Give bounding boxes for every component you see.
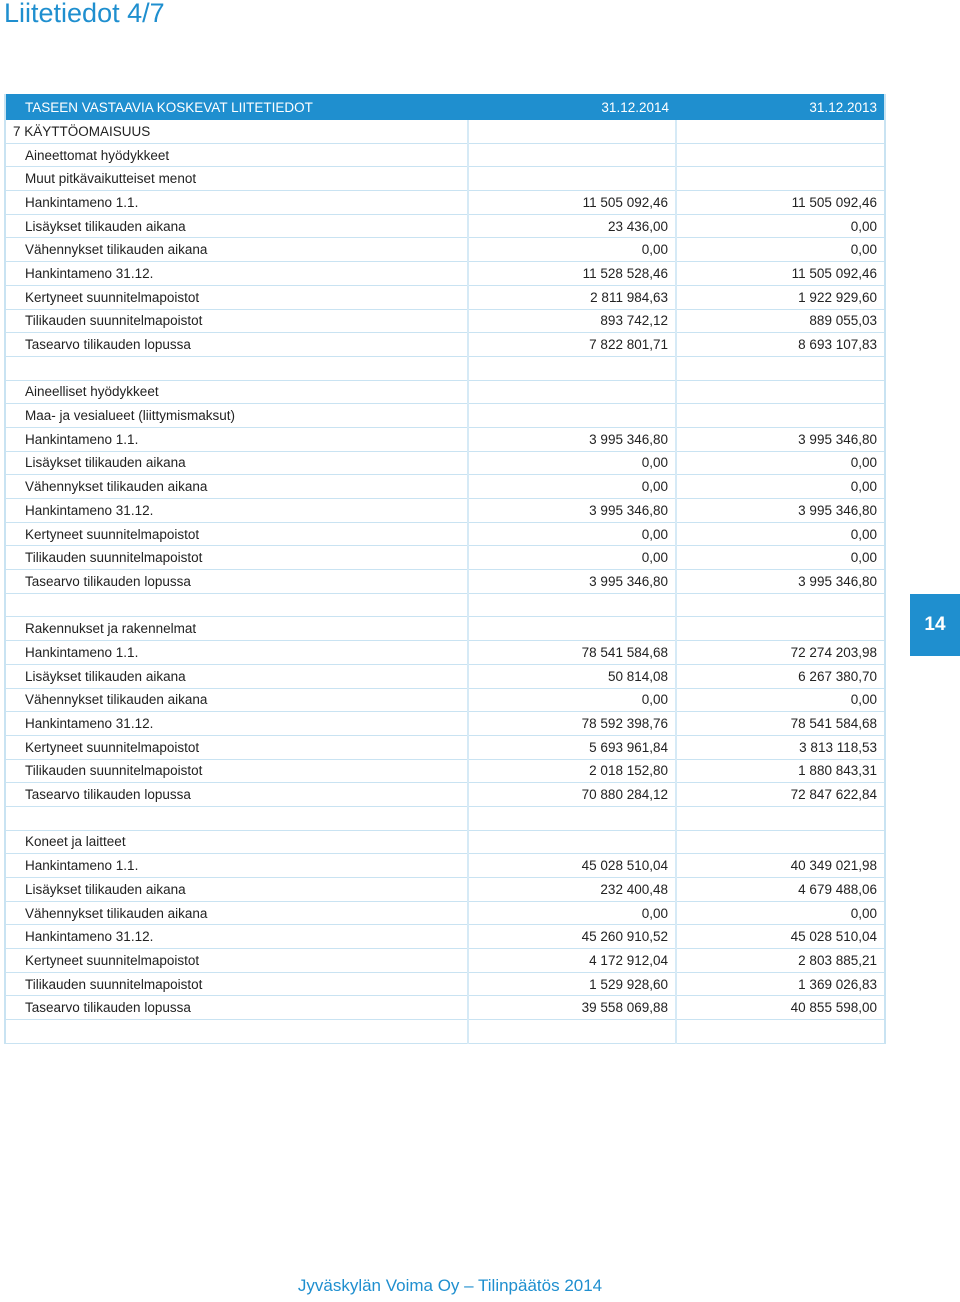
row-label: Aineettomat hyödykkeet <box>6 143 468 167</box>
row-value-2014: 3 995 346,80 <box>468 570 676 594</box>
row-value-2013: 11 505 092,46 <box>676 191 884 215</box>
table-row <box>6 593 884 617</box>
table-row <box>6 664 884 688</box>
table-row <box>6 806 884 830</box>
row-value-2014: 78 592 398,76 <box>468 712 676 736</box>
table-row <box>6 380 884 404</box>
row-value-2013: 40 349 021,98 <box>676 854 884 878</box>
row-label: Hankintameno 1.1. <box>6 191 468 215</box>
row-value-2014: 45 028 510,04 <box>468 854 676 878</box>
row-label: Tilikauden suunnitelmapoistot <box>6 309 468 333</box>
row-label: Hankintameno 31.12. <box>6 925 468 949</box>
row-value-2014: 1 529 928,60 <box>468 972 676 996</box>
header-year-2013: 31.12.2013 <box>676 94 884 120</box>
row-label: Vähennykset tilikauden aikana <box>6 475 468 499</box>
table-row <box>6 878 884 902</box>
page-footer: Jyväskylän Voima Oy – Tilinpäätös 2014 <box>297 1276 603 1295</box>
row-label: Hankintameno 31.12. <box>6 499 468 523</box>
row-label: Kertyneet suunnitelmapoistot <box>6 522 468 546</box>
row-label: Hankintameno 1.1. <box>6 854 468 878</box>
table-row <box>6 499 884 523</box>
row-label <box>6 356 468 380</box>
row-label: Hankintameno 1.1. <box>6 427 468 451</box>
row-label: Hankintameno 1.1. <box>6 641 468 665</box>
row-value-2013 <box>676 593 884 617</box>
row-value-2013: 889 055,03 <box>676 309 884 333</box>
table-row <box>6 570 884 594</box>
row-value-2014: 23 436,00 <box>468 214 676 238</box>
row-label: Tasearvo tilikauden lopussa <box>6 783 468 807</box>
table-row <box>6 404 884 428</box>
table-row <box>6 617 884 641</box>
row-label: Vähennykset tilikauden aikana <box>6 901 468 925</box>
row-label: Tilikauden suunnitelmapoistot <box>6 972 468 996</box>
table-header-row <box>6 94 884 120</box>
row-value-2013: 3 995 346,80 <box>676 499 884 523</box>
row-value-2014: 78 541 584,68 <box>468 641 676 665</box>
row-value-2014 <box>468 380 676 404</box>
row-value-2014: 3 995 346,80 <box>468 427 676 451</box>
row-value-2014: 50 814,08 <box>468 664 676 688</box>
row-label: Aineelliset hyödykkeet <box>6 380 468 404</box>
table-row <box>6 783 884 807</box>
row-value-2014: 232 400,48 <box>468 878 676 902</box>
table-row <box>6 333 884 357</box>
table-row <box>6 1020 884 1044</box>
row-value-2013: 0,00 <box>676 475 884 499</box>
row-label: Muut pitkävaikutteiset menot <box>6 167 468 191</box>
row-value-2014: 5 693 961,84 <box>468 735 676 759</box>
table-row <box>6 475 884 499</box>
table-row <box>6 309 884 333</box>
row-value-2014: 11 528 528,46 <box>468 262 676 286</box>
row-value-2014: 3 995 346,80 <box>468 499 676 523</box>
table-row <box>6 641 884 665</box>
row-value-2013: 78 541 584,68 <box>676 712 884 736</box>
row-value-2014 <box>468 617 676 641</box>
row-value-2013 <box>676 167 884 191</box>
row-value-2013 <box>676 806 884 830</box>
row-label: 7 KÄYTTÖOMAISUUS <box>6 120 468 143</box>
header-label: TASEEN VASTAAVIA KOSKEVAT LIITETIEDOT <box>6 94 468 120</box>
row-label <box>6 1020 468 1044</box>
row-value-2013 <box>676 143 884 167</box>
row-value-2013: 40 855 598,00 <box>676 996 884 1020</box>
row-label: Kertyneet suunnitelmapoistot <box>6 949 468 973</box>
notes-table-container <box>4 94 886 1044</box>
row-value-2013: 4 679 488,06 <box>676 878 884 902</box>
row-value-2013 <box>676 830 884 854</box>
row-label: Lisäykset tilikauden aikana <box>6 664 468 688</box>
row-value-2014 <box>468 167 676 191</box>
row-value-2014: 4 172 912,04 <box>468 949 676 973</box>
row-value-2013 <box>676 380 884 404</box>
row-value-2013: 0,00 <box>676 238 884 262</box>
table-row <box>6 191 884 215</box>
row-value-2014 <box>468 404 676 428</box>
table-row <box>6 949 884 973</box>
row-value-2013: 11 505 092,46 <box>676 262 884 286</box>
row-label: Tilikauden suunnitelmapoistot <box>6 546 468 570</box>
row-label: Hankintameno 31.12. <box>6 712 468 736</box>
row-value-2014: 0,00 <box>468 901 676 925</box>
row-value-2014: 7 822 801,71 <box>468 333 676 357</box>
row-label: Tilikauden suunnitelmapoistot <box>6 759 468 783</box>
row-value-2013 <box>676 356 884 380</box>
row-value-2013: 3 995 346,80 <box>676 427 884 451</box>
row-label: Tasearvo tilikauden lopussa <box>6 996 468 1020</box>
row-label: Tasearvo tilikauden lopussa <box>6 570 468 594</box>
row-label: Vähennykset tilikauden aikana <box>6 688 468 712</box>
row-value-2014 <box>468 830 676 854</box>
row-value-2014: 0,00 <box>468 238 676 262</box>
row-value-2013: 72 274 203,98 <box>676 641 884 665</box>
table-row <box>6 925 884 949</box>
notes-table <box>6 94 884 1044</box>
table-row <box>6 688 884 712</box>
table-row <box>6 356 884 380</box>
row-value-2013 <box>676 617 884 641</box>
row-value-2013: 72 847 622,84 <box>676 783 884 807</box>
row-value-2014: 0,00 <box>468 475 676 499</box>
table-row <box>6 901 884 925</box>
table-row <box>6 972 884 996</box>
row-value-2013: 2 803 885,21 <box>676 949 884 973</box>
table-row <box>6 522 884 546</box>
row-value-2013: 45 028 510,04 <box>676 925 884 949</box>
row-label: Kertyneet suunnitelmapoistot <box>6 285 468 309</box>
row-value-2014 <box>468 593 676 617</box>
table-row <box>6 546 884 570</box>
row-value-2014: 2 018 152,80 <box>468 759 676 783</box>
page-title: Liitetiedot 4/7 <box>4 0 165 28</box>
row-value-2013 <box>676 120 884 143</box>
row-value-2014: 0,00 <box>468 451 676 475</box>
page-number-badge: 14 <box>910 594 960 656</box>
row-label: Lisäykset tilikauden aikana <box>6 878 468 902</box>
table-row <box>6 143 884 167</box>
row-value-2013: 0,00 <box>676 901 884 925</box>
table-row <box>6 854 884 878</box>
row-value-2013: 1 880 843,31 <box>676 759 884 783</box>
row-value-2013: 3 813 118,53 <box>676 735 884 759</box>
table-row <box>6 120 884 143</box>
row-value-2014: 2 811 984,63 <box>468 285 676 309</box>
row-value-2013: 0,00 <box>676 546 884 570</box>
row-label: Kertyneet suunnitelmapoistot <box>6 735 468 759</box>
row-label: Vähennykset tilikauden aikana <box>6 238 468 262</box>
row-value-2013 <box>676 1020 884 1044</box>
table-row <box>6 285 884 309</box>
row-value-2013: 8 693 107,83 <box>676 333 884 357</box>
row-value-2014 <box>468 1020 676 1044</box>
row-value-2014 <box>468 356 676 380</box>
table-row <box>6 167 884 191</box>
row-value-2013: 0,00 <box>676 214 884 238</box>
row-value-2014: 39 558 069,88 <box>468 996 676 1020</box>
table-row <box>6 830 884 854</box>
table-row <box>6 759 884 783</box>
row-label: Koneet ja laitteet <box>6 830 468 854</box>
row-value-2014 <box>468 120 676 143</box>
table-row <box>6 996 884 1020</box>
row-label: Maa- ja vesialueet (liittymismaksut) <box>6 404 468 428</box>
row-label: Lisäykset tilikauden aikana <box>6 214 468 238</box>
table-row <box>6 214 884 238</box>
table-row <box>6 712 884 736</box>
row-value-2013: 6 267 380,70 <box>676 664 884 688</box>
row-value-2013: 1 369 026,83 <box>676 972 884 996</box>
header-year-2014: 31.12.2014 <box>468 94 676 120</box>
row-label: Hankintameno 31.12. <box>6 262 468 286</box>
row-value-2013: 3 995 346,80 <box>676 570 884 594</box>
table-row <box>6 238 884 262</box>
row-value-2014: 0,00 <box>468 522 676 546</box>
row-value-2013: 0,00 <box>676 688 884 712</box>
row-value-2014 <box>468 806 676 830</box>
row-label <box>6 806 468 830</box>
row-value-2013: 1 922 929,60 <box>676 285 884 309</box>
row-value-2013: 0,00 <box>676 522 884 546</box>
row-label: Lisäykset tilikauden aikana <box>6 451 468 475</box>
row-value-2014: 45 260 910,52 <box>468 925 676 949</box>
row-value-2014: 893 742,12 <box>468 309 676 333</box>
table-row <box>6 427 884 451</box>
table-row <box>6 451 884 475</box>
row-label: Rakennukset ja rakennelmat <box>6 617 468 641</box>
row-value-2014: 11 505 092,46 <box>468 191 676 215</box>
row-value-2014 <box>468 143 676 167</box>
row-value-2014: 0,00 <box>468 546 676 570</box>
row-label <box>6 593 468 617</box>
row-value-2013 <box>676 404 884 428</box>
table-row <box>6 735 884 759</box>
table-row <box>6 262 884 286</box>
row-value-2014: 0,00 <box>468 688 676 712</box>
row-value-2014: 70 880 284,12 <box>468 783 676 807</box>
row-value-2013: 0,00 <box>676 451 884 475</box>
row-label: Tasearvo tilikauden lopussa <box>6 333 468 357</box>
